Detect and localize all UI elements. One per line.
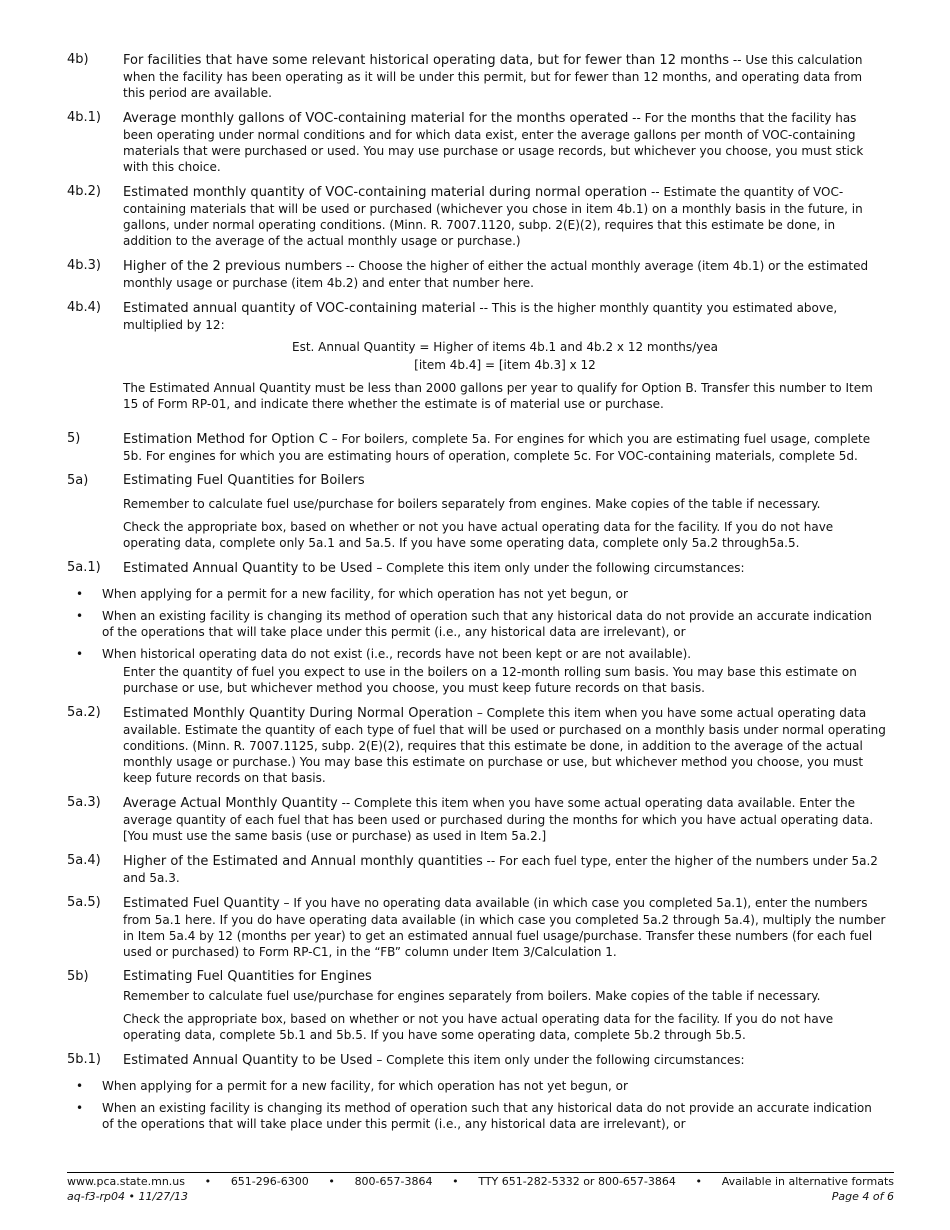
item-4b2 — [67, 184, 887, 249]
item-text: – Complete this item only under the following circumstances: — [372, 1053, 745, 1067]
item-paragraph: Remember to calculate fuel use/purchase for engines separately from boilers. Make copies of the table if necessary. — [123, 989, 821, 1003]
bullet-icon: • — [76, 1101, 84, 1115]
form-date: 11/27/13 — [138, 1190, 188, 1203]
item-heading: Estimating Fuel Quantities for Boilers — [123, 473, 365, 488]
form-id: aq-f3-rp04 — [67, 1190, 126, 1203]
item-note: Enter the quantity of fuel you expect to use in the boilers on a 12-month rolling sum basis. You may base this estimate on purchase or use, but whichever method you choose, you must keep future records on that basis. — [123, 665, 857, 695]
item-heading: Estimated annual quantity of VOC-containing material — [123, 301, 476, 316]
item-number: 5a.3) — [67, 795, 101, 810]
item-paragraph: Check the appropriate box, based on whether or not you have actual operating data for the facility. If you do not have operating data, complete only 5a.1 and 5a.5. If you have some operating data, complete only 5a.2 through5a.5. — [123, 520, 834, 550]
item-paragraph: Check the appropriate box, based on whether or not you have actual operating data for the facility. If you do not have operating data, complete 5b.1 and 5b.5. If you have some operating data, complete 5b.2 through 5b.5. — [123, 1012, 834, 1042]
page-number: Page 4 of 6 — [831, 1190, 894, 1203]
item-text: -- This is the higher monthly quantity you estimated above, multiplied by 12: — [123, 301, 838, 332]
bullet-icon: • — [76, 587, 84, 601]
footer-separator: • — [695, 1175, 703, 1188]
item-heading: For facilities that have some relevant historical operating data, but for fewer than 12 months — [123, 53, 730, 68]
item-number: 5a) — [67, 473, 89, 488]
item-5a1 — [67, 560, 887, 577]
item-4b1 — [67, 110, 887, 175]
bullet-icon: • — [76, 647, 84, 661]
item-heading: Higher of the 2 previous numbers — [123, 259, 343, 274]
item-5a5 — [67, 895, 887, 960]
item-text: – For boilers, complete 5a. For engines for which you are estimating fuel usage, complete 5b. For engines for which you are estimating hours of operation, complete 5c. For VOC-containing materials, complete 5d. — [123, 432, 871, 463]
formula-line-2: [item 4b.4] = [item 4b.3] x 12 — [414, 358, 596, 372]
footer-website: www.pca.state.mn.us — [67, 1175, 185, 1188]
item-heading: Estimated Annual Quantity to be Used — [123, 1053, 373, 1068]
item-5a — [67, 473, 887, 551]
item-note: The Estimated Annual Quantity must be less than 2000 gallons per year to qualify for Option B. Transfer this number to Item 15 of Form RP-01, and indicate there whether the estimate is of material use or purchase. — [123, 381, 873, 411]
item-heading: Average Actual Monthly Quantity — [123, 796, 338, 811]
document-body — [67, 52, 887, 1138]
item-4b3 — [67, 258, 887, 291]
item-number: 5a.2) — [67, 705, 101, 720]
item-5b1 — [67, 1052, 887, 1069]
item-paragraph: Remember to calculate fuel use/purchase for boilers separately from engines. Make copies of the table if necessary. — [123, 497, 821, 511]
footer-phone: 651-296-6300 — [230, 1175, 309, 1188]
item-heading: Estimation Method for Option C — [123, 432, 328, 447]
item-number: 5a.4) — [67, 853, 101, 868]
item-heading: Higher of the Estimated and Annual monthly quantities — [123, 854, 483, 869]
item-text: -- Use this calculation when the facility has been operating as it will be under this permit, but for fewer than 12 months, and operating data from this period are available. — [123, 53, 863, 100]
item-text: -- For the months that the facility has been operating under normal conditions and for which data exist, enter the average gallons per month of VOC-containing materials that were purchased or used. You may use purchase or usage records, but whichever you choose, you must stick with this choice. — [123, 111, 864, 174]
item-text: -- Choose the higher of either the actual monthly average (item 4b.1) or the estimated monthly usage or purchase (item 4b.2) and enter that number here. — [123, 259, 869, 290]
item-heading: Estimated Monthly Quantity During Normal Operation — [123, 706, 473, 721]
item-heading: Average monthly gallons of VOC-containing material for the months operated — [123, 111, 629, 126]
item-4b — [67, 52, 887, 101]
item-text: – Complete this item when you have some actual operating data available. Estimate the quantity of each type of fuel that will be used or purchased on a monthly basis under normal operating conditions. (Minn. R. 7007.1125, subp. 2(E)(2), requires that this estimate be done, in addition to the average of the actual monthly usage or purchase.) You may base this estimate on purchase or use, but whichever method you choose, you must keep future records on that basis. — [123, 706, 886, 785]
item-number: 5b) — [67, 969, 89, 984]
bullet-item: • When applying for a permit for a new facility, for which operation has not yet begun, or — [67, 1078, 887, 1094]
item-heading: Estimated Annual Quantity to be Used — [123, 561, 373, 576]
bullet-icon: • — [76, 609, 84, 623]
item-text: -- For each fuel type, enter the higher of the numbers under 5a.2 and 5a.3. — [123, 854, 878, 885]
footer-phone-tollfree: 800-657-3864 — [354, 1175, 433, 1188]
bullet-item: • When an existing facility is changing its method of operation such that any historical data do not provide an accurate indication of the operations that will take place under this permit (i.e., any historical data are irrelevant), or — [67, 608, 887, 640]
item-number: 4b.4) — [67, 300, 101, 315]
footer-separator: • — [328, 1175, 335, 1188]
item-number: 5) — [67, 431, 81, 446]
bullet-item: • When historical operating data do not exist (i.e., records have not been kept or are not available). — [67, 646, 887, 662]
item-5a4 — [67, 853, 887, 886]
item-number: 4b) — [67, 52, 89, 67]
page-footer: www.pca.state.mn.us • 651-296-6300 • 800-657-3864 • TTY 651-282-5332 or 800-657-3864 • Available in alternative formats aq-f3-rp04 • 11/27/13 Page 4 of 6 — [67, 1172, 894, 1205]
item-5 — [67, 431, 887, 464]
item-number: 5b.1) — [67, 1052, 101, 1067]
item-text: -- Complete this item when you have some actual operating data available. Enter the average quantity of each fuel that has been used or purchased during the months for which you have actual operating data. [You must use the same basis (use or purchase) as used in Item 5a.2.] — [123, 796, 874, 843]
footer-alt-formats: Available in alternative formats — [721, 1175, 894, 1188]
bullet-item: • When applying for a permit for a new facility, for which operation has not yet begun, or — [67, 586, 887, 602]
item-5a2 — [67, 705, 887, 786]
item-number: 4b.3) — [67, 258, 101, 273]
footer-tty: TTY 651-282-5332 or 800-657-3864 — [478, 1175, 676, 1188]
item-5b — [67, 969, 887, 1043]
bullet-icon: • — [76, 1079, 84, 1093]
item-number: 5a.5) — [67, 895, 101, 910]
bullet-item: • When an existing facility is changing its method of operation such that any historical data do not provide an accurate indication of the operations that will take place under this permit (i.e., any historical data are irrelevant), or — [67, 1100, 887, 1132]
footer-separator: • — [452, 1175, 459, 1188]
item-number: 4b.2) — [67, 184, 101, 199]
item-number: 4b.1) — [67, 110, 101, 125]
item-heading: Estimating Fuel Quantities for Engines — [123, 969, 372, 984]
item-text: -- Estimate the quantity of VOC-containing materials that will be used or purchased (whichever you chose in item 4b.1) on a monthly basis in the future, in gallons, under normal operating conditions. (Minn. R. 7007.1120, subp. 2(E)(2), requires that this estimate be done, in addition to the average of the actual monthly usage or purchase.) — [123, 185, 863, 248]
item-heading: Estimated Fuel Quantity — [123, 896, 280, 911]
item-number: 5a.1) — [67, 560, 101, 575]
item-5a3 — [67, 795, 887, 844]
item-heading: Estimated monthly quantity of VOC-containing material during normal operation — [123, 185, 648, 200]
item-4b4 — [67, 300, 887, 412]
formula-line-1: Est. Annual Quantity = Higher of items 4b.1 and 4b.2 x 12 months/yea — [291, 340, 718, 354]
footer-separator: • — [204, 1175, 212, 1188]
item-text: – If you have no operating data available (in which case you completed 5a.1), enter the numbers from 5a.1 here. If you do have operating data available (in which case you completed 5a.2 through 5a.4), multiply the number in Item 5a.4 by 12 (months per year) to get an estimated annual fuel usage/purchase. Transfer these numbers (for each fuel used or purchased) to Form RP-C1, in the “FB” column under Item 3/Calculation 1. — [123, 896, 886, 959]
item-text: – Complete this item only under the following circumstances: — [372, 561, 745, 575]
